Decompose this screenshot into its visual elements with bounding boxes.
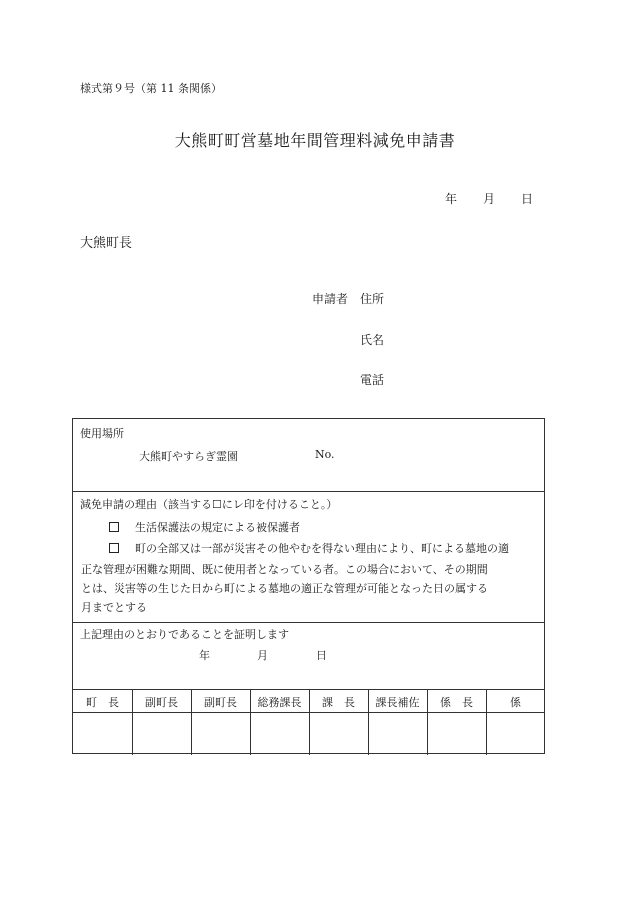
reason-option-2	[109, 539, 509, 558]
date-year-label: 年	[445, 192, 458, 206]
divider	[73, 491, 544, 492]
reason-option-1-label: 生活保護法の規定による被保護者	[135, 521, 300, 534]
name-field[interactable]: 氏名	[360, 333, 385, 347]
seal-cell-unit-chief[interactable]	[427, 713, 486, 755]
reason-option-2-line: とは、災害等の生じた日から町による墓地の適正な管理が可能となった日の属する	[81, 582, 488, 595]
seal-cell-mayor[interactable]	[73, 713, 132, 755]
approval-header-deputy-mayor-2: 副町長	[204, 696, 237, 709]
approval-header-mayor: 町 長	[86, 696, 119, 709]
page-title: 大熊町町営墓地年間管理料減免申請書	[174, 131, 456, 150]
approval-header-unit-chief: 係 長	[440, 696, 473, 709]
reason-heading: 減免申請の理由（該当する☐にレ印を付けること。）	[80, 498, 338, 511]
address-field[interactable]: 住所	[360, 292, 385, 306]
applicant-label: 申請者	[312, 292, 349, 306]
approval-header-deputy-mayor-1: 副町長	[145, 696, 178, 709]
form-number: 様式第９号（第 11 条関係）	[80, 82, 222, 95]
date-day-label: 日	[521, 192, 534, 206]
reason-option-2-continued	[81, 560, 488, 617]
cert-year-label: 年	[199, 649, 210, 662]
seal-cell-assistant-chief[interactable]	[368, 713, 427, 755]
addressee: 大熊町長	[80, 236, 133, 251]
reason-option-2-line: 町の全部又は一部が災害その他やむを得ない理由により、町による墓地の適	[109, 539, 509, 558]
seal-cell-deputy-mayor-2[interactable]	[191, 713, 250, 755]
cert-month-label: 月	[257, 649, 268, 662]
cert-day-label: 日	[316, 649, 327, 662]
approval-header-staff: 係	[510, 696, 521, 709]
application-date	[445, 190, 533, 207]
date-month-label: 月	[483, 192, 496, 206]
phone-field[interactable]: 電話	[360, 373, 385, 387]
seal-cell-section-chief[interactable]	[309, 713, 368, 755]
plot-number-field[interactable]: No.	[315, 448, 335, 461]
reason-option-1	[109, 519, 300, 535]
certification-statement: 上記理由のとおりであることを証明します	[80, 628, 289, 641]
seal-cell-deputy-mayor-1[interactable]	[132, 713, 191, 755]
approval-header-general-affairs: 総務課長	[257, 696, 302, 709]
checkbox-disaster[interactable]	[109, 543, 119, 553]
cemetery-name: 大熊町やすらぎ霊園	[139, 450, 238, 463]
checkbox-welfare[interactable]	[109, 522, 119, 532]
reason-option-2-line: 正な管理が困難な期間、既に使用者となっている者。この場合において、その期間	[81, 563, 488, 576]
divider	[73, 622, 544, 623]
seal-cell-general-affairs[interactable]	[250, 713, 309, 755]
location-heading: 使用場所	[80, 427, 124, 440]
approval-header-section-chief: 課 長	[322, 696, 355, 709]
application-table	[72, 418, 545, 754]
seal-cell-staff[interactable]	[486, 713, 545, 755]
reason-option-2-line: 月までとする	[81, 601, 147, 614]
approval-header-assistant-chief: 課長補佐	[375, 696, 420, 709]
